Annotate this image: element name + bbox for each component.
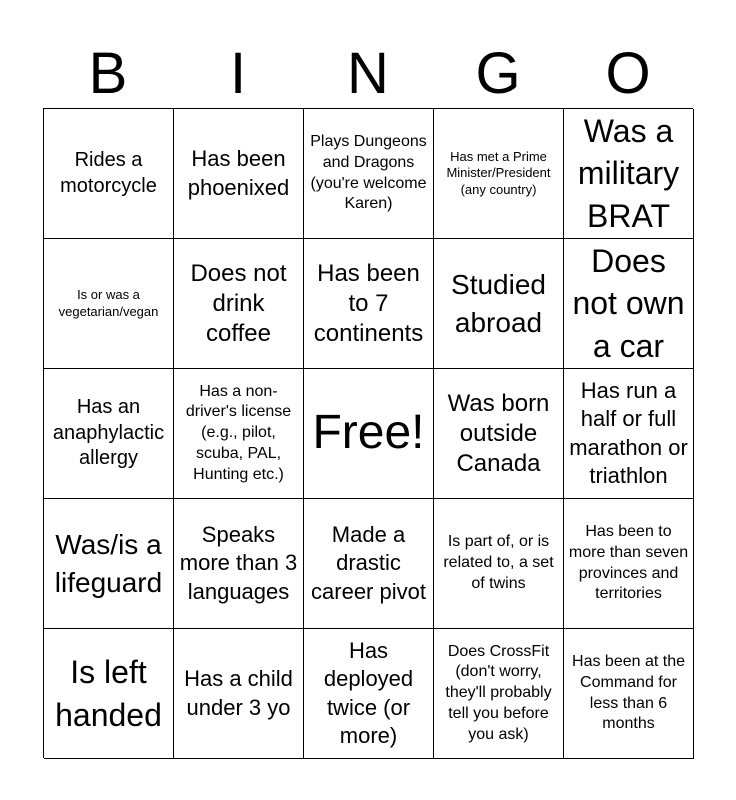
- bingo-cell[interactable]: [304, 499, 434, 629]
- bingo-cell[interactable]: [304, 109, 434, 239]
- cell-text: Was born outside Canada: [447, 389, 550, 477]
- bingo-cell[interactable]: [44, 239, 174, 369]
- cell-text: Does CrossFit (don't worry, they'll probably tell you before you ask): [445, 642, 552, 743]
- bingo-cell[interactable]: [174, 629, 304, 759]
- bingo-cell[interactable]: [174, 239, 304, 369]
- cell-text: Has deployed twice (or more): [323, 638, 414, 748]
- bingo-cell[interactable]: [434, 629, 564, 759]
- header-letter-i: I: [229, 41, 247, 106]
- bingo-cell[interactable]: [44, 369, 174, 499]
- cell-text: Has run a half or full marathon or triathlon: [569, 378, 688, 488]
- cell-text: Plays Dungeons and Dragons (you're welcome Karen): [310, 132, 427, 213]
- cell-text: Does not own a car: [572, 242, 685, 364]
- bingo-header: [43, 40, 693, 108]
- bingo-cell[interactable]: [564, 109, 694, 239]
- bingo-cell[interactable]: [434, 109, 564, 239]
- cell-text: Has been phoenixed: [187, 146, 290, 200]
- cell-text: Does not drink coffee: [190, 259, 287, 347]
- header-letter-o: O: [605, 41, 651, 106]
- bingo-cell[interactable]: [304, 629, 434, 759]
- header-letter-b: B: [88, 41, 128, 106]
- bingo-cell[interactable]: [44, 629, 174, 759]
- bingo-cell[interactable]: [44, 499, 174, 629]
- cell-text: Has been to more than seven provinces and territories: [568, 522, 689, 603]
- free-space-cell[interactable]: [304, 369, 434, 499]
- bingo-cell[interactable]: [174, 369, 304, 499]
- bingo-cell[interactable]: [174, 109, 304, 239]
- bingo-cell[interactable]: [174, 499, 304, 629]
- bingo-cell[interactable]: [564, 629, 694, 759]
- cell-text: Made a drastic career pivot: [311, 522, 426, 604]
- bingo-cell[interactable]: [434, 499, 564, 629]
- cell-text: Studied abroad: [451, 268, 546, 338]
- header-letter-g: G: [475, 41, 521, 106]
- cell-text: Is or was a vegetarian/vegan: [58, 287, 159, 319]
- cell-text: Is left handed: [55, 653, 162, 733]
- bingo-cell[interactable]: [304, 239, 434, 369]
- bingo-cell[interactable]: [564, 499, 694, 629]
- header-letter-n: N: [347, 41, 389, 106]
- cell-text: Is part of, or is related to, a set of twins: [443, 533, 554, 592]
- cell-text: Was/is a lifeguard: [54, 528, 163, 598]
- bingo-cell[interactable]: [434, 369, 564, 499]
- cell-text: Has an anaphylactic allergy: [52, 396, 165, 470]
- bingo-cell[interactable]: [44, 109, 174, 239]
- cell-text: Was a military BRAT: [577, 112, 680, 234]
- cell-text: Speaks more than 3 languages: [179, 522, 298, 604]
- bingo-cell[interactable]: [434, 239, 564, 369]
- cell-text: Free!: [312, 406, 425, 460]
- bingo-cell[interactable]: [564, 369, 694, 499]
- bingo-grid: [43, 108, 693, 758]
- cell-text: Has been to 7 continents: [313, 259, 424, 347]
- cell-text: Rides a motorcycle: [60, 148, 157, 197]
- bingo-cell[interactable]: [564, 239, 694, 369]
- cell-text: Has been at the Command for less than 6 months: [572, 652, 685, 733]
- cell-text: Has a child under 3 yo: [184, 666, 293, 720]
- cell-text: Has met a Prime Minister/President (any country): [446, 149, 551, 197]
- cell-text: Has a non-driver's license (e.g., pilot, scuba, PAL, Hunting etc.): [185, 382, 292, 483]
